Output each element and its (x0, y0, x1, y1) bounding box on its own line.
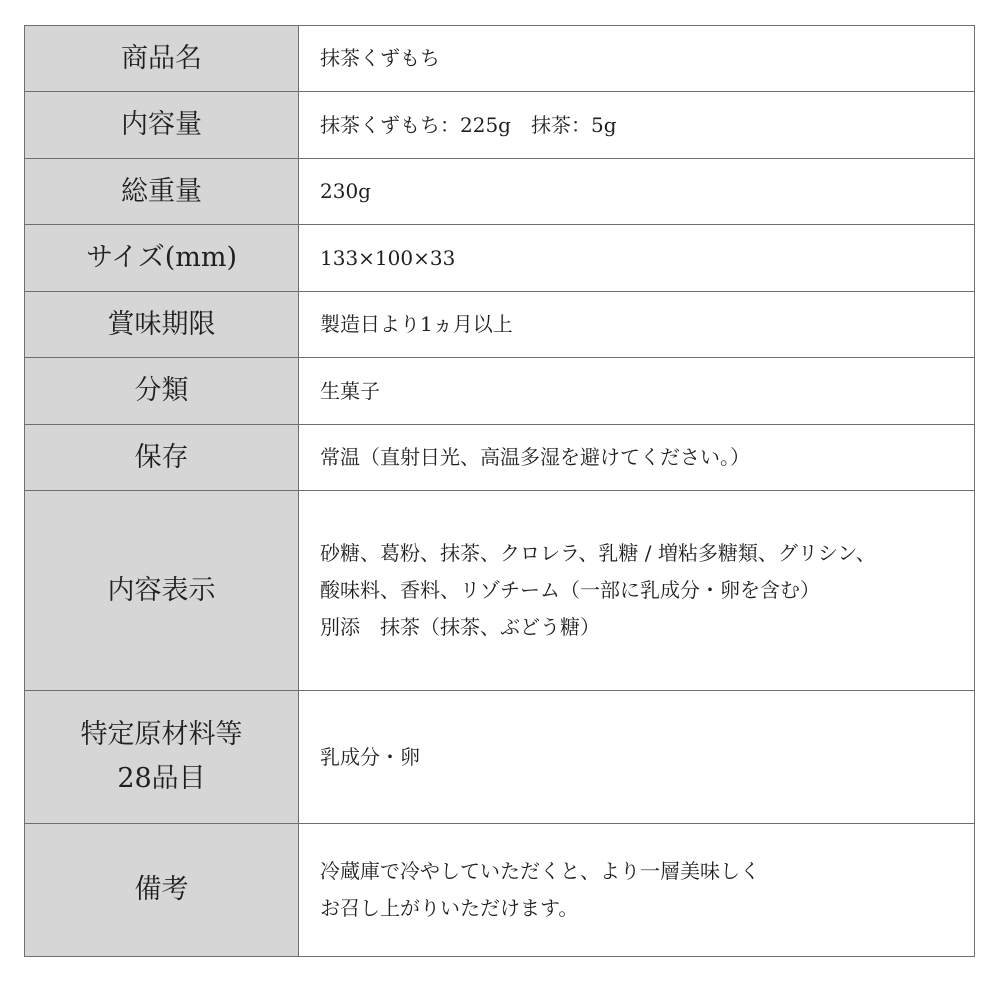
row-label-best-before (25, 292, 299, 358)
label-text: 賞味期限 (107, 308, 216, 340)
value-text: 抹茶くずもち (320, 46, 440, 70)
value-text: 別添 抹茶（抹茶、ぶどう糖） (320, 615, 600, 639)
label-text: 保存 (134, 441, 189, 473)
row-label-ingredients (25, 491, 299, 691)
table-row (25, 92, 975, 159)
row-label-contents (25, 92, 299, 159)
row-value-best-before (299, 292, 975, 358)
label-text: 内容量 (121, 109, 202, 140)
row-value-product-name (299, 26, 975, 92)
row-label-remarks (25, 824, 299, 957)
table-row (25, 26, 975, 92)
label-text: 特定原材料等 (80, 719, 243, 750)
row-label-total-weight (25, 159, 299, 225)
row-label-size (25, 225, 299, 292)
label-text: 28品目 (117, 763, 206, 794)
table-row (25, 491, 975, 691)
table-row (25, 425, 975, 491)
row-value-size (299, 225, 975, 292)
value-text: 133×100×33 (320, 245, 456, 270)
value-text: 製造日より1ヵ月以上 (320, 312, 513, 336)
value-text: 乳成分・卵 (320, 744, 420, 769)
row-label-product-name (25, 26, 299, 92)
row-label-allergens (25, 691, 299, 824)
value-text: 砂糖、葛粉、抹茶、クロレラ、乳糖 / 増粘多糖類、グリシン、 (320, 541, 876, 565)
table-row (25, 292, 975, 358)
product-spec-table (24, 25, 975, 957)
label-text: 分類 (134, 375, 189, 406)
row-value-category (299, 358, 975, 425)
value-text: 抹茶くずもち：225g 抹茶：5g (320, 112, 617, 137)
value-text: 230g (320, 179, 371, 203)
label-text: 内容表示 (107, 574, 216, 606)
value-text: 酸味料、香料、リゾチーム（一部に乳成分・卵を含む） (320, 578, 820, 602)
row-label-storage (25, 425, 299, 491)
table-row (25, 691, 975, 824)
table-row (25, 159, 975, 225)
label-text: 総重量 (121, 175, 202, 207)
row-value-allergens (299, 691, 975, 824)
label-text: サイズ(mm) (85, 242, 238, 273)
table-row (25, 824, 975, 957)
row-value-remarks (299, 824, 975, 957)
label-text: 備考 (134, 874, 189, 905)
value-text: 冷蔵庫で冷やしていただくと、より一層美味しく (320, 859, 760, 883)
table-row (25, 225, 975, 292)
value-text: 常温（直射日光、高温多湿を避けてください。） (320, 445, 750, 469)
row-value-contents (299, 92, 975, 159)
value-text: 生菓子 (320, 378, 380, 403)
table-row (25, 358, 975, 425)
row-label-category (25, 358, 299, 425)
row-value-ingredients (299, 491, 975, 691)
row-value-storage (299, 425, 975, 491)
label-text: 商品名 (121, 42, 202, 74)
value-text: お召し上がりいただけます。 (320, 896, 579, 920)
row-value-total-weight (299, 159, 975, 225)
